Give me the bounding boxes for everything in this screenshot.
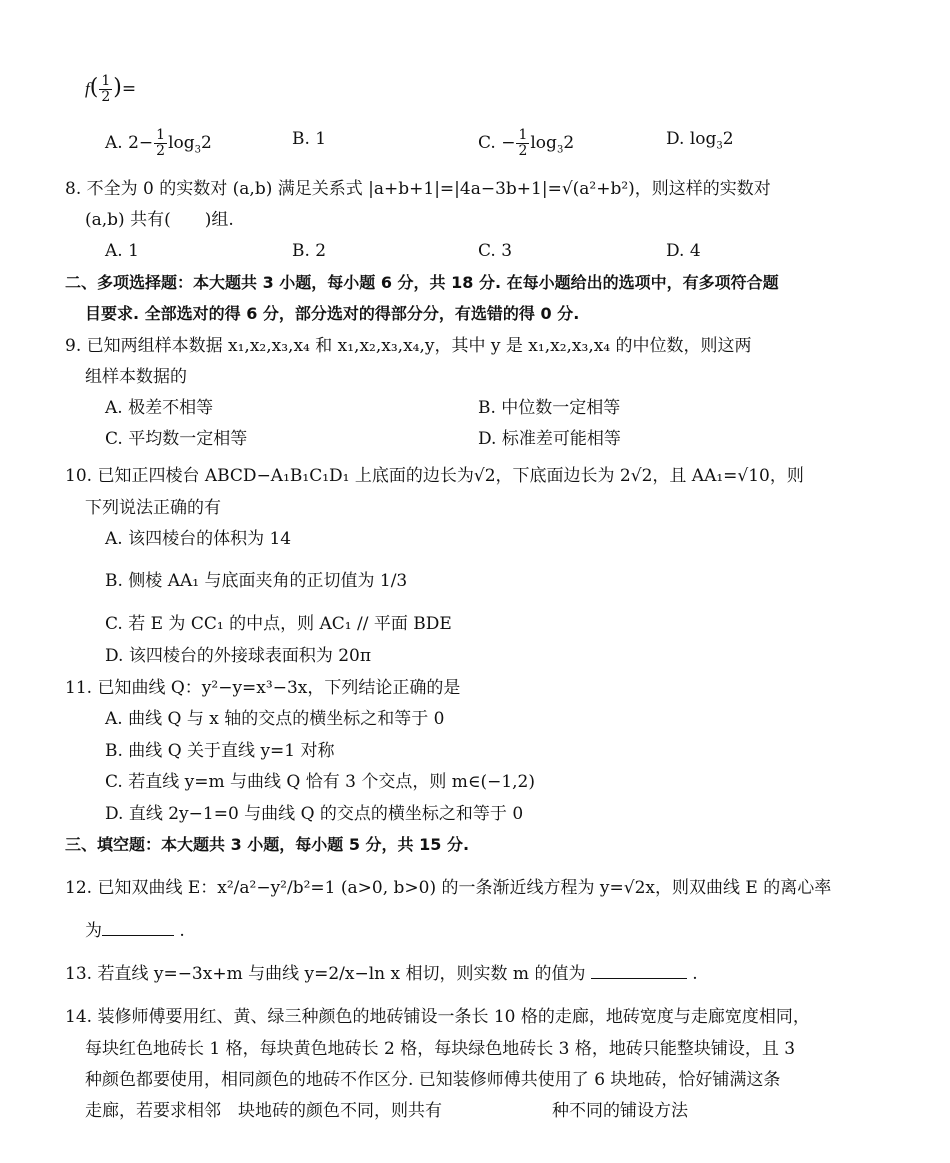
q7-option-c: C. − $\frac{1}{2}$ $\log_32$ [478,127,575,159]
q10-option-c: C. 若 E 为 CC₁ 的中点，则 AC₁ // 平面 BDE [105,614,452,634]
q12-prefix: 为 [85,921,102,941]
q11-option-b: B. 曲线 Q 关于直线 y=1 对称 [105,741,335,761]
q10-option-b: B. 侧棱 AA₁ 与底面夹角的正切值为 1/3 [105,571,408,591]
q11-option-a: A. 曲线 Q 与 x 轴的交点的横坐标之和等于 0 [105,709,445,729]
q12-line1: 12. 已知双曲线 E：x²/a²−y²/b²=1 (a>0, b>0) 的一条渐近线方程为 y=√2x，则双曲线 E 的离心率 [65,878,832,898]
section3-heading: 三、填空题：本大题共 3 小题，每小题 5 分，共 15 分. [65,835,470,854]
q8-option-d: D. 4 [666,241,701,261]
q12-line2: 为 . [85,921,185,941]
q9-option-b: B. 中位数一定相等 [478,398,621,418]
q10-line2: 下列说法正确的有 [85,498,221,518]
q12-answer-blank[interactable] [102,935,174,936]
q11-line1: 11. 已知曲线 Q：y²−y=x³−3x，下列结论正确的是 [65,678,461,698]
q8-option-c: C. 3 [478,241,513,261]
q7-tail: f( $\frac{1}{2}$ )= [85,73,137,105]
q7-option-d: D. $\log_32$ [666,129,734,152]
q7-option-b: B. 1 [292,129,327,149]
q13-answer-blank[interactable] [591,978,687,979]
q14-line3: 种颜色都要使用，相同颜色的地砖不作区分. 已知装修师傅共使用了 6 块地砖，恰好铺满这条 [85,1070,781,1090]
section2-heading-line1: 二、多项选择题：本大题共 3 小题，每小题 6 分，共 18 分. 在每小题给出的选项中，有多项符合题 [65,273,779,292]
q11-option-c: C. 若直线 y=m 与曲线 Q 恰有 3 个交点，则 m∈(−1,2) [105,772,536,792]
q7-option-a: A. 2− $\frac{1}{2}$ $\log_32$ [105,127,212,159]
q10-option-a: A. 该四棱台的体积为 14 [105,529,292,549]
q9-line1: 9. 已知两组样本数据 x₁,x₂,x₃,x₄ 和 x₁,x₂,x₃,x₄,y，其中 y 是 x₁,x₂,x₃,x₄ 的中位数，则这两 [65,336,752,356]
q9-option-d: D. 标准差可能相等 [478,429,621,449]
q14-line4: 走廊，若要求相邻 块地砖的颜色不同，则共有 种不同的铺设方法 [85,1101,688,1121]
q9-option-c: C. 平均数一定相等 [105,429,248,449]
q7-fraction: $\frac{1}{2}$ [101,73,111,105]
q13-line1: 13. 若直线 y=−3x+m 与曲线 y=2/x−ln x 相切，则实数 m 的值为 . [65,964,698,984]
q8-option-a: A. 1 [105,241,139,261]
section2-heading-line2: 目要求. 全部选对的得 6 分，部分选对的得部分分，有选错的得 0 分. [85,304,580,323]
q8-line2: (a,b) 共有( )组. [85,210,234,230]
q10-line1: 10. 已知正四棱台 ABCD−A₁B₁C₁D₁ 上底面的边长为√2，下底面边长为 2√2，且 AA₁=√10，则 [65,466,804,486]
q9-option-a: A. 极差不相等 [105,398,214,418]
q14-line2: 每块红色地砖长 1 格，每块黄色地砖长 2 格，每块绿色地砖长 3 格，地砖只能整块铺设，且 3 [85,1039,796,1059]
q9-line2: 组样本数据的 [85,367,187,387]
q14-answer-blank[interactable] [442,1115,552,1116]
q10-option-d: D. 该四棱台的外接球表面积为 20π [105,646,372,666]
q8-option-b: B. 2 [292,241,327,261]
q11-option-d: D. 直线 2y−1=0 与曲线 Q 的交点的横坐标之和等于 0 [105,804,524,824]
q8-line1: 8. 不全为 0 的实数对 (a,b) 满足关系式 |a+b+1|=|4a−3b+1|=√(a²+b²)，则这样的实数对 [65,179,771,199]
q14-line1: 14. 装修师傅要用红、黄、绿三种颜色的地砖铺设一条长 10 格的走廊，地砖宽度与走廊宽度相同， [65,1007,810,1027]
